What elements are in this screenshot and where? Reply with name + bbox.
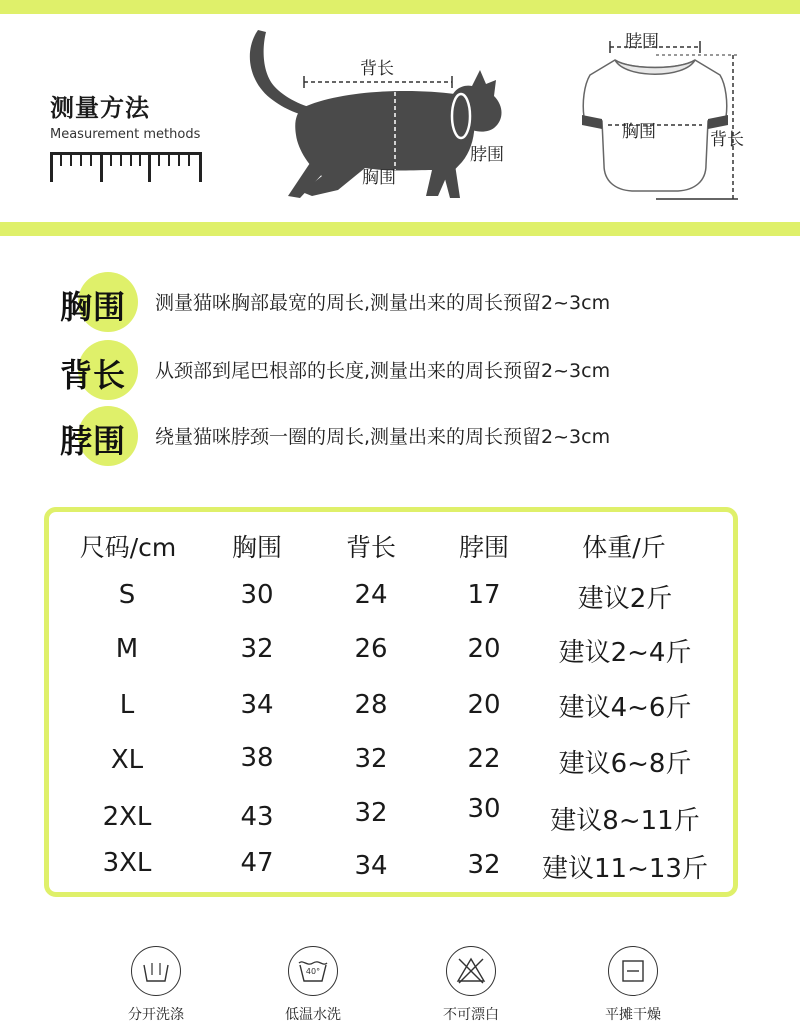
cell-back-length: 26 [354,634,388,664]
definition-row-neck [60,406,780,466]
cell-back-length: 32 [354,798,388,828]
definition-term: 胸围 [60,288,127,326]
cell-size: 3XL [102,848,152,878]
cell-back-length: 34 [354,851,388,881]
cell-neck: 20 [467,690,501,720]
definition-text: 从颈部到尾巴根部的长度,测量出来的周长预留2~3cm [155,360,611,382]
care-item-low-temp-wash [255,946,375,1031]
garment-chest-label: 胸围 [622,122,656,142]
garment-back-length-label: 背长 [710,130,744,150]
cell-neck: 32 [467,850,501,880]
definition-term: 背长 [60,356,127,394]
cell-chest: 38 [240,743,274,773]
definition-row-back-length [60,340,780,400]
cell-weight: 建议2斤 [577,584,673,614]
cell-size: S [118,580,136,610]
cell-size: XL [110,745,144,775]
ruler-icon [50,150,202,184]
care-item-flat-dry [575,946,695,1031]
cat-chest-label: 胸围 [362,168,396,188]
cell-weight: 建议8~11斤 [550,806,700,836]
care-label: 不可漂白 [443,1007,499,1023]
cell-back-length: 28 [354,690,388,720]
header-size: 尺码/cm [79,533,177,562]
header-chest: 胸围 [231,533,283,562]
no-bleach-icon [446,946,496,996]
cell-back-length: 24 [354,580,388,610]
cell-weight: 建议11~13斤 [542,854,708,884]
method-subtitle: Measurement methods [50,127,201,142]
definition-text: 测量猫咪胸部最宽的周长,测量出来的周长预留2~3cm [155,292,611,314]
cat-back-length-label: 背长 [360,59,394,79]
low-temp-wash-icon [288,946,338,996]
definition-row-chest [60,272,780,332]
care-label: 平摊干燥 [605,1007,661,1023]
cat-neck-label: 脖围 [470,145,504,165]
mid-accent-band [0,222,800,236]
cell-neck: 17 [467,580,501,610]
cell-size: L [119,690,135,720]
cell-weight: 建议6~8斤 [558,749,692,779]
cell-back-length: 32 [354,744,388,774]
cell-size: 2XL [102,802,152,832]
wash-temp-badge: 40° [305,967,321,976]
cell-chest: 30 [240,580,274,610]
separate-wash-icon [131,946,181,996]
cell-chest: 47 [240,848,274,878]
cell-weight: 建议4~6斤 [558,693,692,723]
cell-weight: 建议2~4斤 [558,638,692,668]
care-item-separate-wash [98,946,218,1031]
cell-neck: 20 [467,634,501,664]
cell-neck: 22 [467,744,501,774]
care-item-no-bleach [413,946,533,1031]
cell-chest: 32 [240,634,274,664]
header-back-length: 背长 [345,533,397,562]
cell-chest: 43 [240,802,274,832]
definition-text: 绕量猫咪脖颈一圈的周长,测量出来的周长预留2~3cm [155,426,611,448]
cell-size: M [115,634,139,664]
flat-dry-icon [608,946,658,996]
cell-neck: 30 [467,794,501,824]
header-weight: 体重/斤 [582,533,666,562]
care-label: 分开洗涤 [128,1007,184,1023]
cell-chest: 34 [240,690,274,720]
method-title: 测量方法 [50,94,150,122]
definition-term: 脖围 [60,422,127,460]
top-accent-band [0,0,800,14]
care-label: 低温水洗 [285,1007,341,1023]
garment-neck-label: 脖围 [625,32,659,52]
garment-diagram [560,25,790,205]
header-neck: 脖围 [458,533,510,562]
